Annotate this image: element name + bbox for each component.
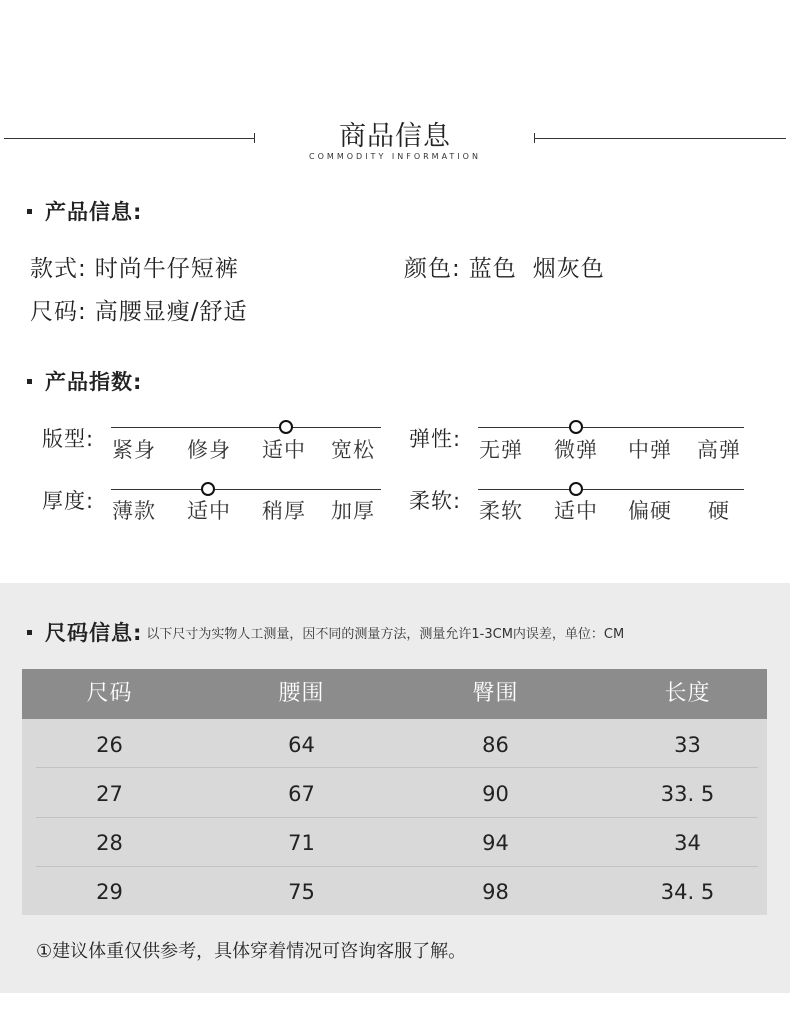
color-label: 颜色: bbox=[404, 256, 461, 282]
thickness-option: 适中 bbox=[187, 499, 231, 523]
fit-option: 紧身 bbox=[112, 438, 156, 462]
bullet-square-icon bbox=[27, 630, 32, 635]
row-divider bbox=[36, 866, 758, 867]
column-header-waist: 腰围 bbox=[278, 681, 325, 706]
elasticity-option: 中弹 bbox=[628, 438, 672, 462]
elasticity-indicator-dot bbox=[569, 420, 583, 434]
size-table-header bbox=[22, 669, 767, 719]
thickness-label: 厚度: bbox=[42, 489, 95, 513]
softness-label: 柔软: bbox=[409, 489, 462, 513]
fit-option: 适中 bbox=[262, 438, 306, 462]
softness-option: 适中 bbox=[554, 499, 598, 523]
fit-label: 版型: bbox=[42, 427, 95, 451]
cell-length: 34 bbox=[674, 831, 701, 855]
style-line bbox=[30, 250, 239, 283]
thickness-option: 薄款 bbox=[112, 499, 156, 523]
softness-option: 柔软 bbox=[479, 499, 523, 523]
thickness-indicator-dot bbox=[201, 482, 215, 496]
softness-scale-line bbox=[478, 489, 744, 490]
cell-length: 34. 5 bbox=[660, 880, 715, 904]
elasticity-label: 弹性: bbox=[409, 427, 462, 451]
product-info-heading-text: 产品信息: bbox=[45, 200, 143, 224]
style-value: 时尚牛仔短裤 bbox=[94, 256, 239, 282]
cell-size: 27 bbox=[96, 782, 123, 806]
product-index-heading bbox=[27, 366, 142, 396]
elasticity-option: 高弹 bbox=[697, 438, 741, 462]
fit-scale-line bbox=[111, 427, 381, 428]
fit-option: 宽松 bbox=[331, 438, 375, 462]
cell-hip: 86 bbox=[482, 733, 509, 757]
cell-waist: 75 bbox=[288, 880, 315, 904]
size-line bbox=[30, 293, 248, 326]
cell-length: 33. 5 bbox=[660, 782, 715, 806]
size-footnote: ①建议体重仅供参考，具体穿着情况可咨询客服了解。 bbox=[36, 941, 467, 962]
product-info-heading bbox=[27, 196, 142, 226]
color-line bbox=[404, 250, 605, 283]
softness-option: 偏硬 bbox=[628, 499, 672, 523]
thickness-option: 加厚 bbox=[331, 499, 375, 523]
bullet-square-icon bbox=[27, 379, 32, 384]
cell-waist: 71 bbox=[288, 831, 315, 855]
column-header-length: 长度 bbox=[664, 681, 711, 706]
thickness-option: 稍厚 bbox=[262, 499, 306, 523]
color-value-1: 蓝色 bbox=[468, 256, 517, 282]
cell-length: 33 bbox=[674, 733, 701, 757]
page-subtitle: COMMODITY INFORMATION bbox=[309, 152, 481, 161]
elasticity-scale-line bbox=[478, 427, 744, 428]
thickness-scale-line bbox=[111, 489, 381, 490]
elasticity-option: 无弹 bbox=[479, 438, 523, 462]
cell-waist: 67 bbox=[288, 782, 315, 806]
row-divider bbox=[36, 817, 758, 818]
column-header-hip: 臀围 bbox=[472, 681, 519, 706]
cell-size: 29 bbox=[96, 880, 123, 904]
color-value-2: 烟灰色 bbox=[532, 256, 605, 282]
elasticity-option: 微弹 bbox=[554, 438, 598, 462]
section-title bbox=[0, 110, 790, 170]
page-title: 商品信息 bbox=[339, 121, 451, 152]
cell-size: 26 bbox=[96, 733, 123, 757]
cell-hip: 90 bbox=[482, 782, 509, 806]
fit-option: 修身 bbox=[187, 438, 231, 462]
softness-indicator-dot bbox=[569, 482, 583, 496]
style-label: 款式: bbox=[30, 256, 87, 282]
column-header-size: 尺码 bbox=[86, 681, 133, 706]
cell-size: 28 bbox=[96, 831, 123, 855]
cell-hip: 94 bbox=[482, 831, 509, 855]
bullet-square-icon bbox=[27, 209, 32, 214]
cell-waist: 64 bbox=[288, 733, 315, 757]
title-divider-right bbox=[534, 138, 786, 139]
size-info-note: 以下尺寸为实物人工测量，因不同的测量方法，测量允许1-3CM内误差，单位：CM bbox=[146, 626, 625, 642]
size-info-heading bbox=[27, 617, 624, 647]
size-label: 尺码: bbox=[30, 299, 87, 325]
product-index-heading-text: 产品指数: bbox=[45, 370, 143, 394]
fit-indicator-dot bbox=[279, 420, 293, 434]
size-table bbox=[22, 669, 767, 915]
size-info-heading-text: 尺码信息: bbox=[45, 621, 143, 645]
size-value: 高腰显瘦/舒适 bbox=[94, 299, 248, 325]
row-divider bbox=[36, 767, 758, 768]
cell-hip: 98 bbox=[482, 880, 509, 904]
softness-option: 硬 bbox=[708, 499, 730, 523]
